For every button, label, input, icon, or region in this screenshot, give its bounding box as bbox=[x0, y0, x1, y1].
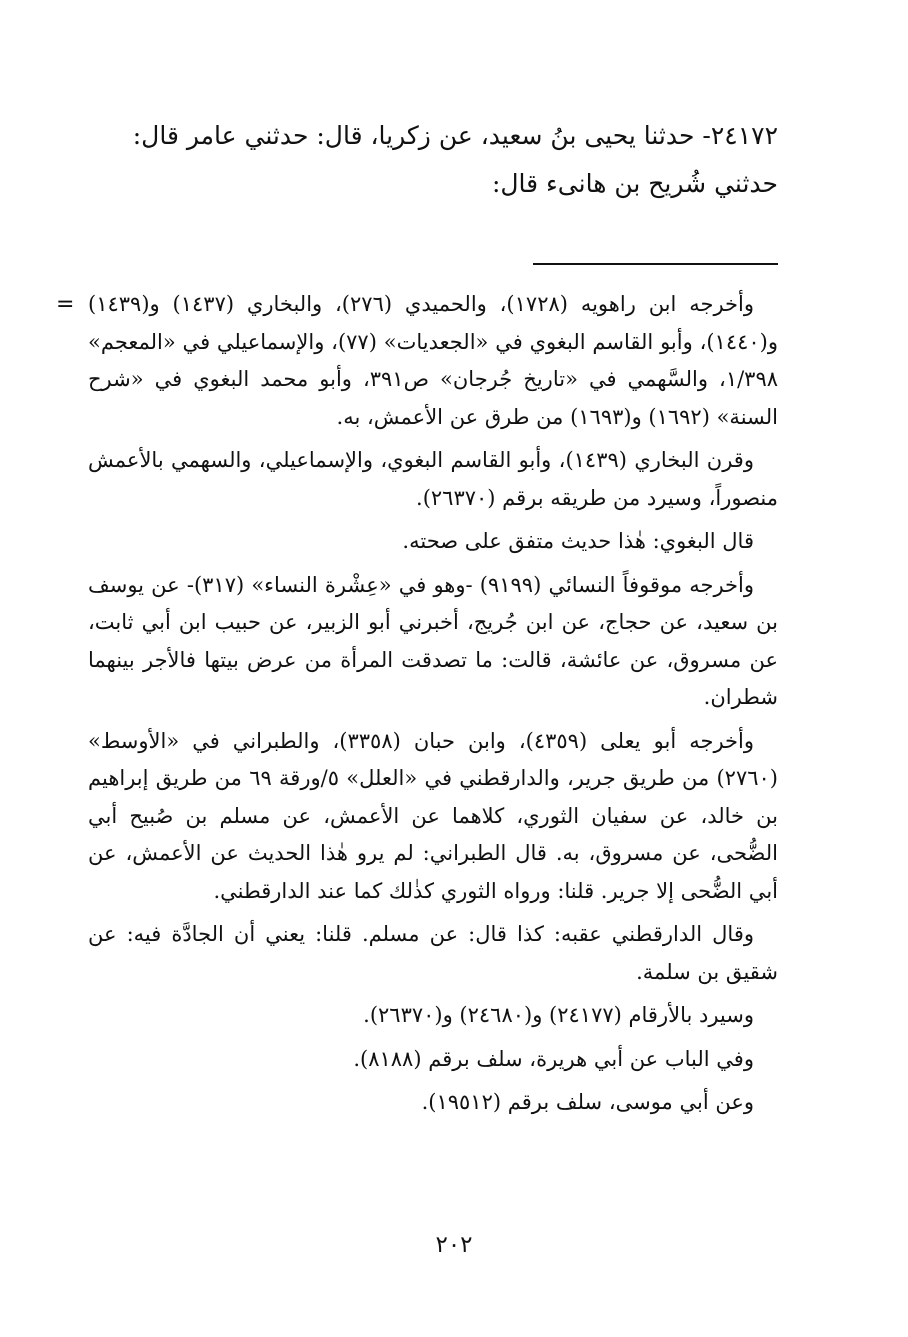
hadith-line-2: حدثني شُريح بن هانىء قال: bbox=[491, 169, 778, 198]
footnote-paragraph-8: وفي الباب عن أبي هريرة، سلف برقم (٨١٨٨). bbox=[353, 1046, 754, 1071]
hadith-line-1: ٢٤١٧٢- حدثنا يحيى بنُ سعيد، عن زكريا، قال: حدثني عامر قال: bbox=[132, 121, 778, 150]
hadith-text bbox=[108, 112, 778, 208]
footnote-separator bbox=[533, 263, 778, 265]
footnote-paragraph-4: وأخرجه موقوفاً النسائي (٩١٩٩) -وهو في «عِشْرة النساء» (٣١٧)- عن يوسف بن سعيد، عن حجاج، عن ابن جُريج، أخبرني أبو الزبير، عن حبيب ابن أبي ثابت، عن مسروق، عن عائشة، قالت: ما تصدقت المرأة من عرض بيتها فالأجر بينهما شطران. bbox=[88, 572, 778, 709]
footnote-paragraph-1: وأخرجه ابن راهويه (١٧٢٨)، والحميدي (٢٧٦)، والبخاري (١٤٣٧) و(١٤٣٩) و(١٤٤٠)، وأبو القاسم البغوي في «الجعديات» (٧٧)، والإسماعيلي في «المعجم» ١/٣٩٨، والسَّهمي في «تاريخ جُرجان» ص٣٩١، وأبو محمد البغوي في «شرح السنة» (١٦٩٢) و(١٦٩٣) من طرق عن الأعمش، به. bbox=[88, 292, 779, 429]
footnote-paragraph-3: قال البغوي: هٰذا حديث متفق على صحته. bbox=[402, 529, 754, 553]
footnote-paragraph-9: وعن أبي موسى، سلف برقم (١٩٥١٢). bbox=[421, 1090, 754, 1114]
page-number: ٢٠٢ bbox=[435, 1232, 473, 1258]
footnote-paragraph-2: وقرن البخاري (١٤٣٩)، وأبو القاسم البغوي، والإسماعيلي، والسهمي بالأعمش منصوراً، وسيرد من طريقه برقم (٢٦٣٧٠). bbox=[88, 448, 778, 510]
footnote-paragraph-7: وسيرد بالأرقام (٢٤١٧٧) و(٢٤٦٨٠) و(٢٦٣٧٠). bbox=[363, 1003, 754, 1027]
continuation-mark: = bbox=[56, 292, 75, 317]
footnote-paragraph-6: وقال الدارقطني عقبه: كذا قال: عن مسلم. قلنا: يعني أن الجادَّة فيه: عن شقيق بن سلمة. bbox=[88, 922, 778, 984]
footnote-paragraph-5: وأخرجه أبو يعلى (٤٣٥٩)، وابن حبان (٣٣٥٨)، والطبراني في «الأوسط» (٢٧٦٠) من طريق جرير، والدارقطني في «العلل» ٥/ورقة ٦٩ من طريق إبراهيم بن خالد، عن سفيان الثوري، كلاهما عن الأعمش، عن مسلم بن صُبيح أبي الضُّحى، عن مسروق، به. قال الطبراني: لم يرو هٰذا الحديث عن الأعمش، عن أبي الضُّحى إلا جرير. قلنا: ورواه الثوري كذٰلك كما عند الدارقطني. bbox=[88, 728, 778, 903]
footnotes bbox=[88, 286, 778, 1128]
